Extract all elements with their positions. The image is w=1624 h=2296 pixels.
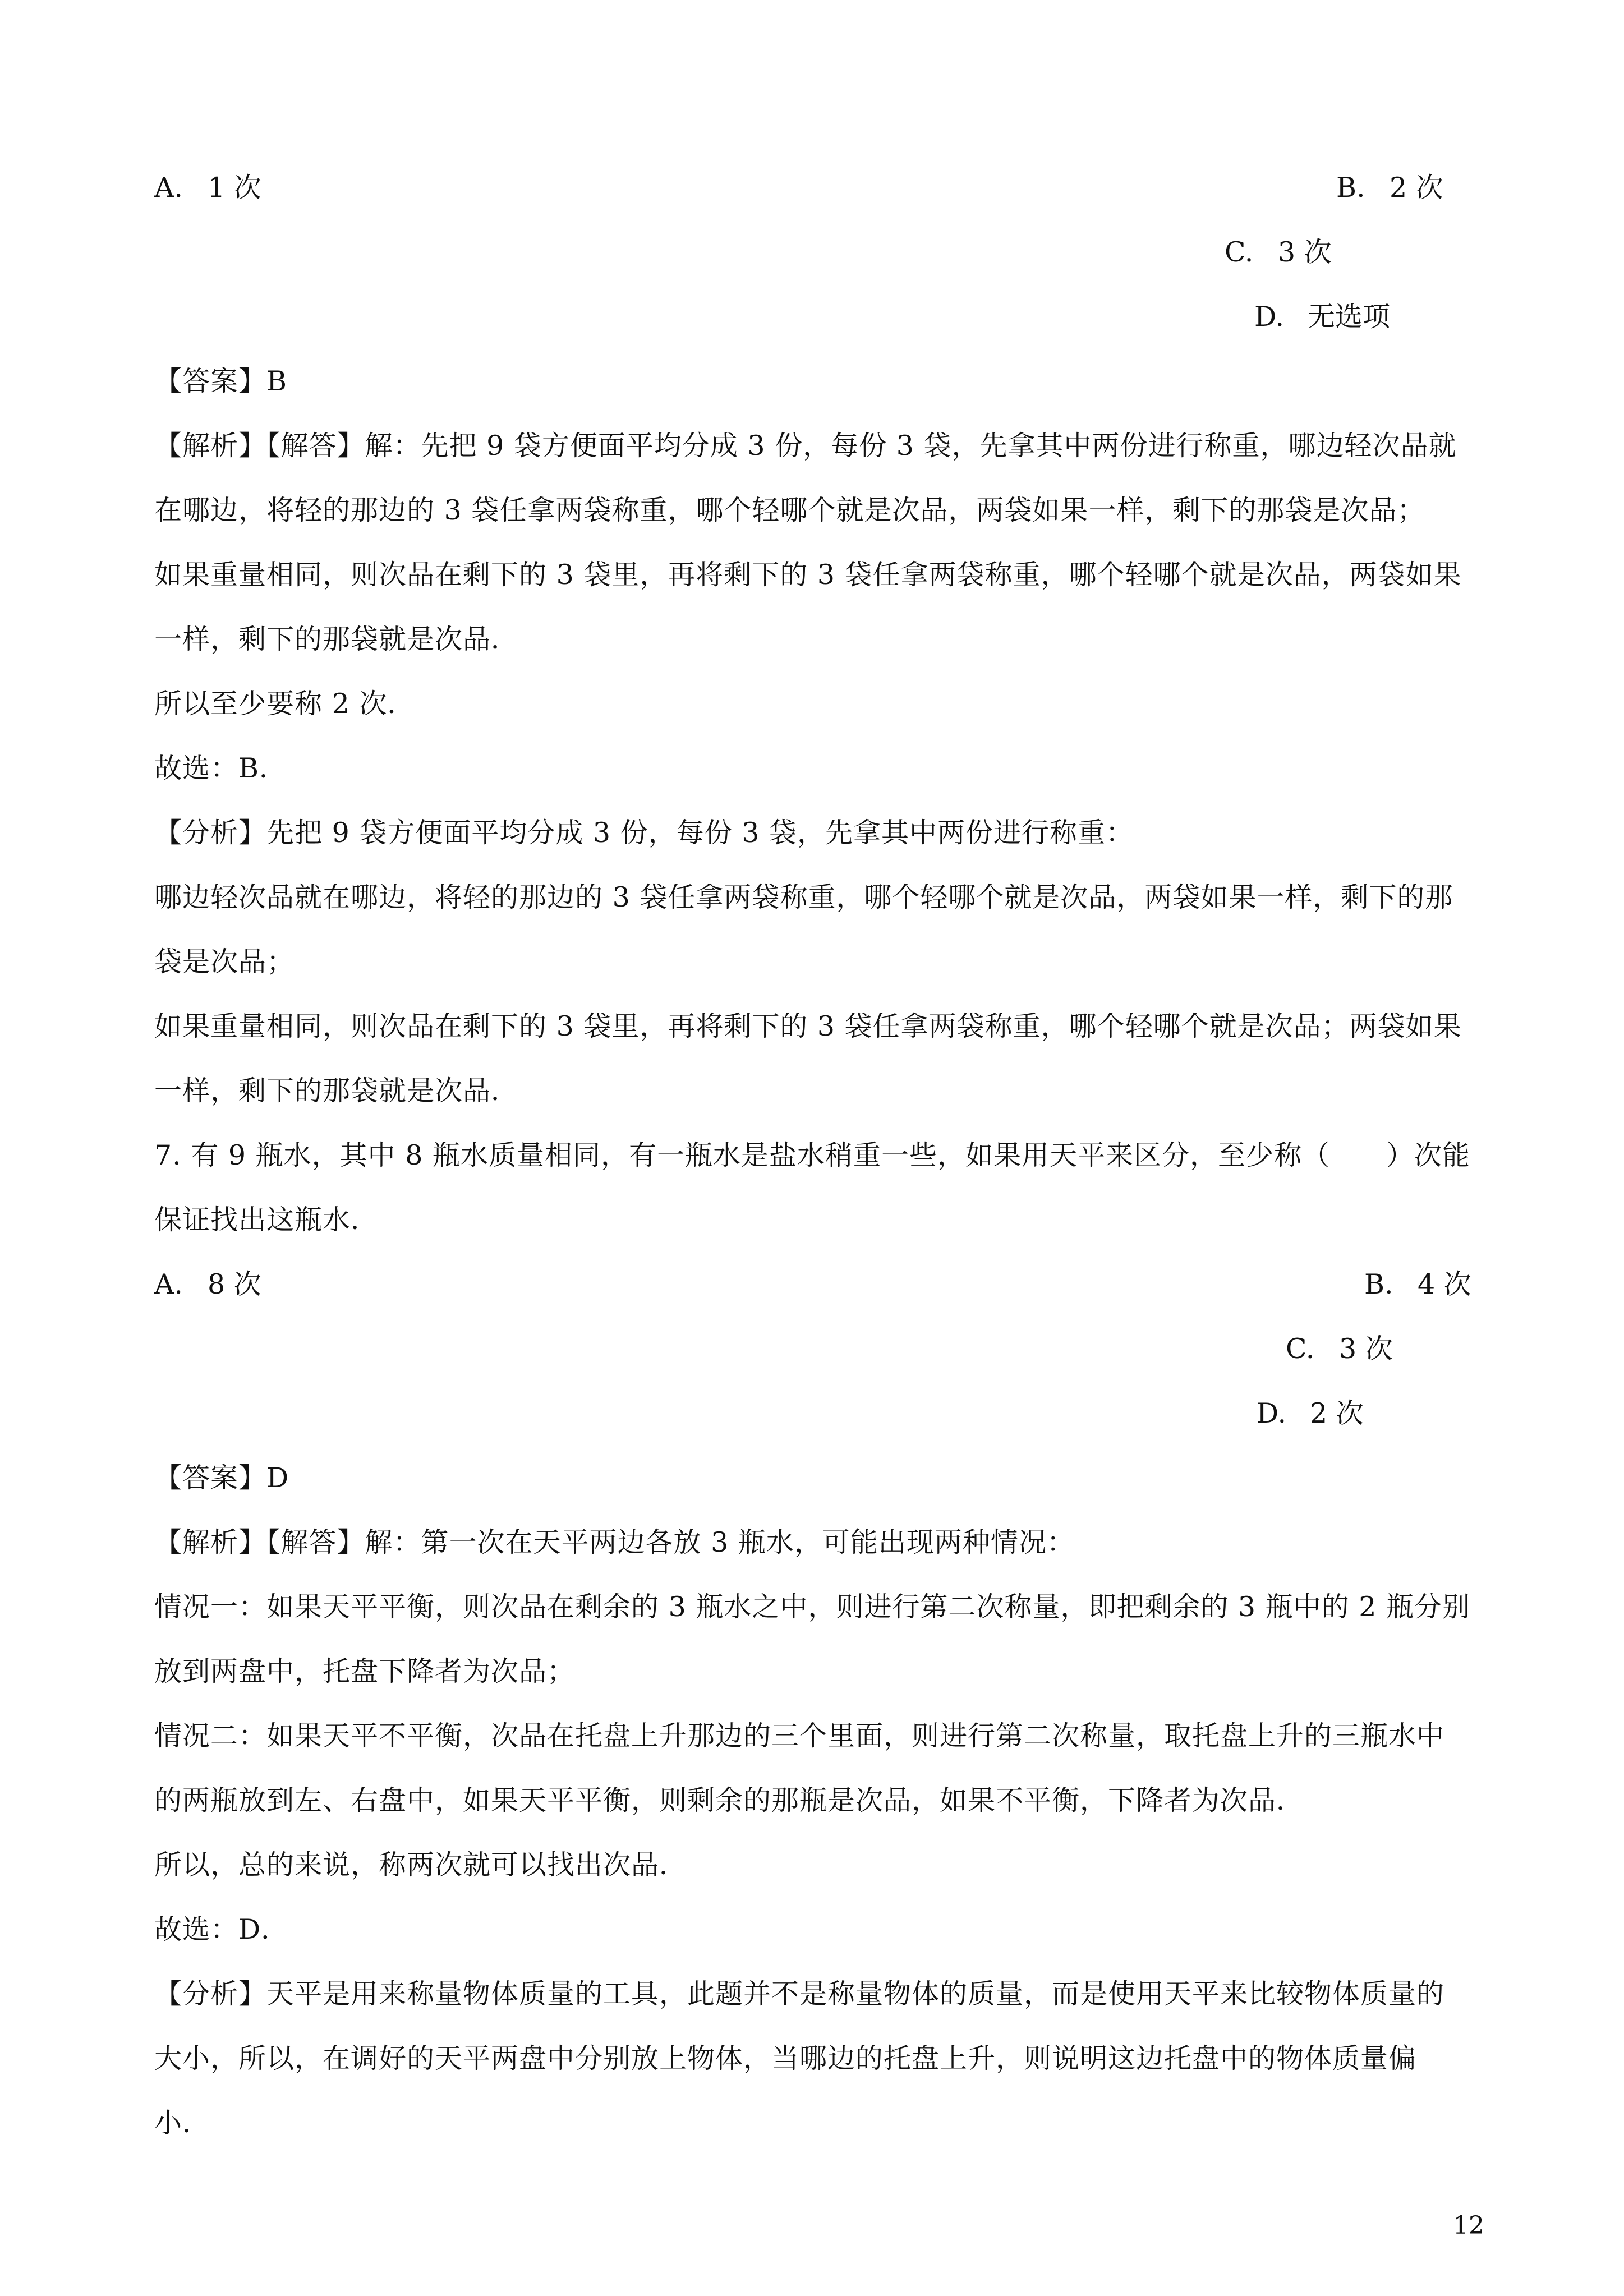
q6-answer: 【答案】B [154,365,288,397]
q7-option-b [1364,1268,1471,1301]
option-text: 无选项 [1308,301,1391,333]
q6-analysis-line: 袋是次品； [154,946,295,978]
q6-explanation-line: 故选：B． [154,752,288,784]
option-letter: A. [154,1268,183,1300]
q6-option-b [1336,171,1443,205]
option-text: 8 次 [208,1268,261,1300]
q7-analysis-line: 【分析】天平是用来称量物体质量的工具，此题并不是称量物体的质量，而是使用天平来比较物体质量的 [154,1978,1445,2010]
q6-explanation-line: 所以至少要称 2 次． [154,688,416,720]
option-letter: D. [1257,1397,1287,1429]
q7-explanation-line: 情况一：如果天平平衡，则次品在剩余的 3 瓶水之中，则进行第二次称量，即把剩余的 3 瓶中的 2 瓶分别 [154,1591,1470,1623]
page-number: 12 [1453,2211,1484,2240]
q6-explanation-line: 一样，剩下的那袋就是次品． [154,623,519,655]
q7-explanation-line: 故选：D． [154,1913,289,1945]
option-letter: A. [154,172,183,204]
q6-option-c [1225,236,1332,269]
option-text: 3 次 [1278,236,1332,268]
q7-analysis-line: 小． [154,2107,211,2139]
q7-explanation-line: 所以，总的来说，称两次就可以找出次品． [154,1849,688,1881]
q6-analysis-line: 一样，剩下的那袋就是次品． [154,1075,519,1107]
q7-explanation-line: 的两瓶放到左、右盘中，如果天平平衡，则剩余的那瓶是次品，如果不平衡，下降者为次品． [154,1784,1305,1816]
q6-analysis-line: 哪边轻次品就在哪边，将轻的那边的 3 袋任拿两袋称重，哪个轻哪个就是次品，两袋如果一样，剩下的那 [154,881,1453,913]
q6-analysis-line: 【分析】先把 9 袋方便面平均分成 3 份，每份 3 袋，先拿其中两份进行称重： [154,817,1134,849]
q7-option-c [1286,1332,1393,1366]
q7-explanation-line: 【解析】【解答】解：第一次在天平两边各放 3 瓶水，可能出现两种情况： [154,1526,1075,1558]
option-text: 2 次 [1390,172,1443,204]
option-letter: C. [1225,236,1254,268]
q6-option-d [1254,300,1390,334]
q7-question-line: 保证找出这瓶水． [154,1204,379,1236]
q6-analysis-line: 如果重量相同，则次品在剩下的 3 袋里，再将剩下的 3 袋任拿两袋称重，哪个轻哪个就是次品；两袋如果 [154,1010,1462,1042]
option-letter: B. [1364,1268,1393,1300]
option-text: 3 次 [1339,1333,1393,1365]
q7-explanation-line: 情况二：如果天平不平衡，次品在托盘上升那边的三个里面，则进行第二次称量，取托盘上升的三瓶水中 [154,1720,1445,1752]
q7-analysis-line: 大小，所以，在调好的天平两盘中分别放上物体，当哪边的托盘上升，则说明这边托盘中的物体质量偏 [154,2042,1417,2074]
option-letter: D. [1254,301,1285,333]
option-text: 4 次 [1418,1268,1471,1300]
q7-answer: 【答案】D [154,1462,289,1494]
option-letter: B. [1336,172,1365,204]
q6-explanation-line: 在哪边，将轻的那边的 3 袋任拿两袋称重，哪个轻哪个就是次品，两袋如果一样，剩下的那袋是次品； [154,494,1425,526]
q6-explanation-line: 【解析】【解答】解：先把 9 袋方便面平均分成 3 份，每份 3 袋，先拿其中两份进行称重，哪边轻次品就 [154,430,1457,462]
q7-option-a [154,1268,261,1301]
q6-explanation-line: 如果重量相同，则次品在剩下的 3 袋里，再将剩下的 3 袋任拿两袋称重，哪个轻哪个就是次品，两袋如果 [154,559,1462,591]
q7-option-d [1257,1397,1364,1430]
q7-question-line: 7. 有 9 瓶水，其中 8 瓶水质量相同，有一瓶水是盐水稍重一些，如果用天平来区分，至少称（ ）次能 [154,1139,1470,1171]
q6-option-a [154,171,261,205]
option-letter: C. [1286,1333,1315,1365]
option-text: 1 次 [208,172,261,204]
option-text: 2 次 [1310,1397,1364,1429]
q7-explanation-line: 放到两盘中，托盘下降者为次品； [154,1655,576,1687]
